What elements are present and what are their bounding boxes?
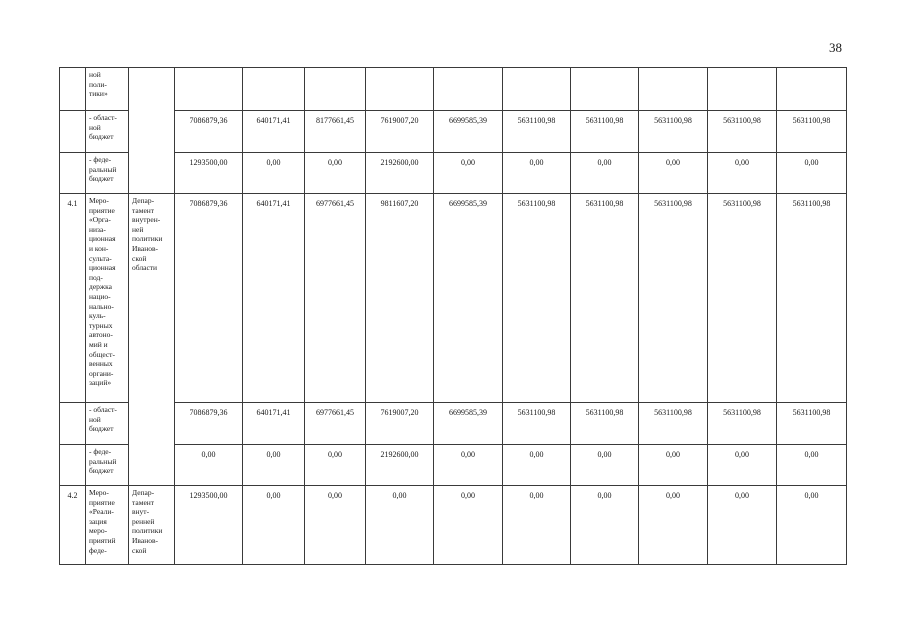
value-cell: 6977661,45 bbox=[305, 194, 366, 403]
value-cell: 5631100,98 bbox=[503, 403, 571, 445]
text-line: тики» bbox=[89, 89, 108, 99]
text-line: Депар- bbox=[132, 196, 155, 205]
row-index-cell: 4.1 bbox=[60, 194, 86, 403]
text-line: зация bbox=[89, 516, 107, 526]
text-line: «Орга- bbox=[89, 215, 111, 225]
executor-cell bbox=[129, 194, 175, 486]
row-name-cell bbox=[86, 486, 129, 565]
text-line: ционная bbox=[89, 234, 116, 244]
text-line: внутрен- bbox=[132, 215, 161, 225]
value-cell: 0,00 bbox=[243, 486, 305, 565]
text-line: ской bbox=[132, 253, 147, 263]
value-cell: 5631100,98 bbox=[503, 194, 571, 403]
text-line: политики bbox=[132, 526, 163, 536]
text-line: ральный bbox=[89, 456, 117, 466]
text-line: бюджет bbox=[89, 466, 114, 476]
text-line: - област- bbox=[89, 405, 117, 414]
text-line: органи- bbox=[89, 368, 114, 378]
value-cell: 640171,41 bbox=[243, 111, 305, 153]
value-cell: 0,00 bbox=[777, 445, 847, 486]
text-line: нацио- bbox=[89, 291, 111, 301]
value-cell: 7086879,36 bbox=[175, 403, 243, 445]
row-index-cell bbox=[60, 111, 86, 153]
value-cell: 7086879,36 bbox=[175, 111, 243, 153]
text-line: низа- bbox=[89, 224, 106, 234]
table-row bbox=[60, 153, 847, 194]
text-line: мий и bbox=[89, 339, 108, 349]
value-cell: 6699585,39 bbox=[434, 111, 503, 153]
executor-cell bbox=[129, 68, 175, 194]
value-cell: 0,00 bbox=[777, 486, 847, 565]
table-row bbox=[60, 111, 847, 153]
text-line: сульта- bbox=[89, 253, 112, 263]
value-cell: 0,00 bbox=[305, 153, 366, 194]
value-cell: 2192600,00 bbox=[366, 153, 434, 194]
row-name-cell bbox=[86, 403, 129, 445]
value-cell: 0,00 bbox=[708, 153, 777, 194]
value-cell: 0,00 bbox=[708, 486, 777, 565]
text-line: под- bbox=[89, 272, 103, 282]
text-line: меро- bbox=[89, 526, 108, 536]
text-line: поли- bbox=[89, 79, 107, 89]
budget-table bbox=[59, 67, 847, 565]
text-line: Иванов- bbox=[132, 243, 158, 253]
table-row bbox=[60, 486, 847, 565]
value-cell: 8177661,45 bbox=[305, 111, 366, 153]
text-line: тамент bbox=[132, 205, 155, 215]
table-row bbox=[60, 403, 847, 445]
text-line: общест- bbox=[89, 349, 115, 359]
text-line: феде- bbox=[89, 545, 107, 555]
text-line: политики bbox=[132, 234, 163, 244]
value-cell: 6699585,39 bbox=[434, 194, 503, 403]
text-line: области bbox=[132, 263, 158, 273]
text-line: ной bbox=[89, 414, 101, 424]
value-cell: 5631100,98 bbox=[503, 111, 571, 153]
value-cell: 0,00 bbox=[571, 153, 639, 194]
value-cell: 0,00 bbox=[503, 486, 571, 565]
value-cell bbox=[777, 68, 847, 111]
value-cell bbox=[243, 68, 305, 111]
text-line: Депар- bbox=[132, 488, 155, 497]
value-cell: 0,00 bbox=[434, 486, 503, 565]
text-line: приятий bbox=[89, 535, 116, 545]
text-line: автоно- bbox=[89, 330, 113, 340]
text-line: «Реали- bbox=[89, 507, 114, 517]
text-line: ной bbox=[89, 122, 101, 132]
row-index-cell bbox=[60, 68, 86, 111]
value-cell: 1293500,00 bbox=[175, 486, 243, 565]
row-name-cell bbox=[86, 68, 129, 111]
value-cell: 0,00 bbox=[175, 445, 243, 486]
value-cell: 6977661,45 bbox=[305, 403, 366, 445]
value-cell: 0,00 bbox=[777, 153, 847, 194]
value-cell: 0,00 bbox=[639, 153, 708, 194]
value-cell: 5631100,98 bbox=[777, 194, 847, 403]
value-cell: 0,00 bbox=[434, 445, 503, 486]
value-cell: 5631100,98 bbox=[708, 403, 777, 445]
row-index-cell bbox=[60, 403, 86, 445]
value-cell bbox=[434, 68, 503, 111]
value-cell: 640171,41 bbox=[243, 403, 305, 445]
row-index-cell: 4.2 bbox=[60, 486, 86, 565]
text-line: приятие bbox=[89, 497, 115, 507]
row-index-cell bbox=[60, 153, 86, 194]
table-row bbox=[60, 68, 847, 111]
value-cell: 0,00 bbox=[243, 153, 305, 194]
value-cell: 0,00 bbox=[503, 153, 571, 194]
text-line: ной bbox=[89, 70, 101, 79]
text-line: Иванов- bbox=[132, 535, 158, 545]
text-line: бюджет bbox=[89, 132, 114, 142]
text-line: ренней bbox=[132, 516, 155, 526]
value-cell: 9811607,20 bbox=[366, 194, 434, 403]
value-cell: 0,00 bbox=[571, 445, 639, 486]
value-cell: 7086879,36 bbox=[175, 194, 243, 403]
value-cell: 0,00 bbox=[366, 486, 434, 565]
value-cell: 7619007,20 bbox=[366, 403, 434, 445]
text-line: заций» bbox=[89, 378, 112, 388]
value-cell: 1293500,00 bbox=[175, 153, 243, 194]
text-line: ционная bbox=[89, 263, 116, 273]
text-line: бюджет bbox=[89, 424, 114, 434]
text-line: - феде- bbox=[89, 155, 112, 164]
value-cell bbox=[708, 68, 777, 111]
text-line: куль- bbox=[89, 311, 106, 321]
table-body bbox=[60, 68, 847, 565]
text-line: Меро- bbox=[89, 196, 109, 205]
value-cell: 5631100,98 bbox=[639, 111, 708, 153]
executor-cell bbox=[129, 486, 175, 565]
text-line: ней bbox=[132, 224, 144, 234]
value-cell: 5631100,98 bbox=[571, 403, 639, 445]
value-cell: 0,00 bbox=[305, 486, 366, 565]
value-cell: 2192600,00 bbox=[366, 445, 434, 486]
value-cell: 0,00 bbox=[503, 445, 571, 486]
value-cell: 5631100,98 bbox=[777, 403, 847, 445]
value-cell: 0,00 bbox=[305, 445, 366, 486]
value-cell: 5631100,98 bbox=[777, 111, 847, 153]
value-cell bbox=[639, 68, 708, 111]
value-cell: 5631100,98 bbox=[708, 111, 777, 153]
value-cell bbox=[571, 68, 639, 111]
text-line: внут- bbox=[132, 507, 150, 517]
value-cell: 7619007,20 bbox=[366, 111, 434, 153]
text-line: тамент bbox=[132, 497, 155, 507]
value-cell bbox=[503, 68, 571, 111]
text-line: бюджет bbox=[89, 174, 114, 184]
text-line: приятие bbox=[89, 205, 115, 215]
value-cell: 5631100,98 bbox=[639, 194, 708, 403]
row-name-cell bbox=[86, 111, 129, 153]
table-row bbox=[60, 445, 847, 486]
row-name-cell bbox=[86, 153, 129, 194]
value-cell bbox=[175, 68, 243, 111]
value-cell: 0,00 bbox=[639, 445, 708, 486]
page-number: 38 bbox=[829, 40, 842, 55]
value-cell: 5631100,98 bbox=[639, 403, 708, 445]
table-row bbox=[60, 194, 847, 403]
row-name-cell bbox=[86, 194, 129, 403]
text-line: ральный bbox=[89, 164, 117, 174]
text-line: турных bbox=[89, 320, 113, 330]
row-name-cell bbox=[86, 445, 129, 486]
text-line: Меро- bbox=[89, 488, 109, 497]
text-line: венных bbox=[89, 359, 113, 369]
text-line: держка bbox=[89, 282, 112, 292]
value-cell: 0,00 bbox=[708, 445, 777, 486]
row-index-cell bbox=[60, 445, 86, 486]
value-cell: 5631100,98 bbox=[708, 194, 777, 403]
value-cell: 0,00 bbox=[243, 445, 305, 486]
value-cell: 6699585,39 bbox=[434, 403, 503, 445]
text-line: и кон- bbox=[89, 243, 109, 253]
text-line: нально- bbox=[89, 301, 114, 311]
text-line: - феде- bbox=[89, 447, 112, 456]
value-cell: 640171,41 bbox=[243, 194, 305, 403]
value-cell: 5631100,98 bbox=[571, 111, 639, 153]
value-cell: 5631100,98 bbox=[571, 194, 639, 403]
value-cell: 0,00 bbox=[571, 486, 639, 565]
value-cell: 0,00 bbox=[639, 486, 708, 565]
text-line: - област- bbox=[89, 113, 117, 122]
text-line: ской bbox=[132, 545, 147, 555]
value-cell: 0,00 bbox=[434, 153, 503, 194]
value-cell bbox=[366, 68, 434, 111]
value-cell bbox=[305, 68, 366, 111]
